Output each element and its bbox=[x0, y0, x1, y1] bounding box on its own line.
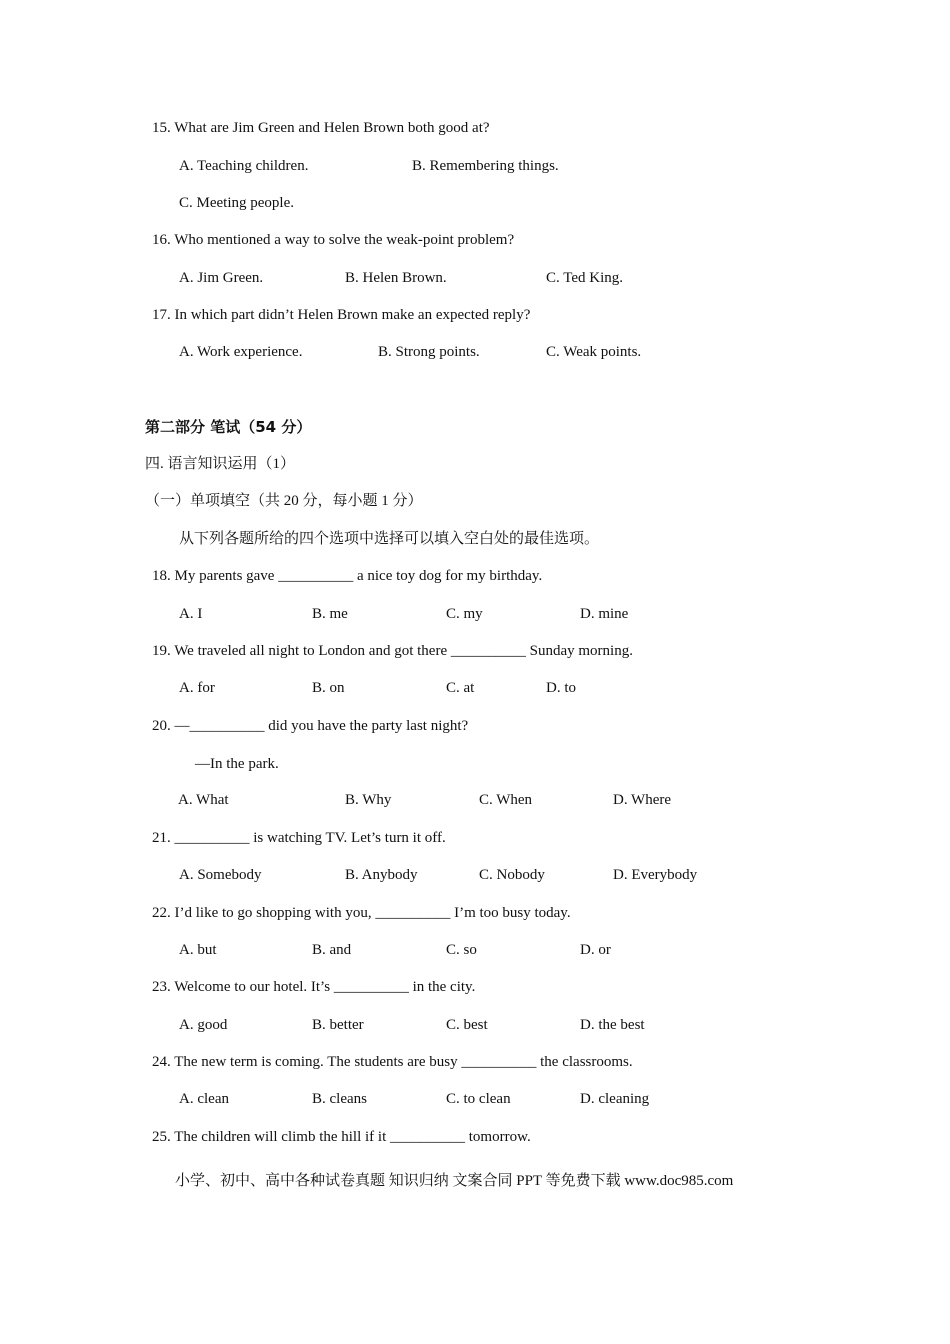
q24-option-d: D. cleaning bbox=[580, 1091, 650, 1107]
q20-option-c: C. When bbox=[479, 792, 533, 808]
question-20: 20. —__________ did you have the party last night? bbox=[152, 718, 469, 734]
q15-option-a: A. Teaching children. bbox=[179, 158, 309, 174]
q15-option-b: B. Remembering things. bbox=[412, 158, 559, 174]
q23-option-d: D. the best bbox=[580, 1017, 645, 1033]
question-16: 16. Who mentioned a way to solve the weak-point problem? bbox=[152, 232, 515, 248]
q20-option-a: A. What bbox=[178, 792, 229, 808]
q23-option-b: B. better bbox=[312, 1017, 364, 1033]
q23-option-a: A. good bbox=[179, 1017, 228, 1033]
q18-option-b: B. me bbox=[312, 606, 348, 622]
q17-option-a: A. Work experience. bbox=[179, 344, 303, 360]
question-22: 22. I’d like to go shopping with you, __________ I’m too busy today. bbox=[152, 905, 571, 921]
q21-option-b: B. Anybody bbox=[345, 867, 418, 883]
q18-option-d: D. mine bbox=[580, 606, 629, 622]
q21-option-d: D. Everybody bbox=[613, 867, 698, 883]
question-19: 19. We traveled all night to London and got there __________ Sunday morning. bbox=[152, 643, 633, 659]
q23-option-c: C. best bbox=[446, 1017, 488, 1033]
q16-option-b: B. Helen Brown. bbox=[345, 270, 447, 286]
q21-option-c: C. Nobody bbox=[479, 867, 545, 883]
q16-option-a: A. Jim Green. bbox=[179, 270, 264, 286]
question-23: 23. Welcome to our hotel. It’s __________ in the city. bbox=[152, 979, 476, 995]
q20-option-d: D. Where bbox=[613, 792, 672, 808]
q22-option-a: A. but bbox=[179, 942, 217, 958]
part-heading: 第二部分 笔试（54 分） bbox=[145, 418, 312, 436]
q18-option-a: A. I bbox=[179, 606, 203, 622]
question-21: 21. __________ is watching TV. Let’s turn it off. bbox=[152, 830, 446, 846]
q17-option-c: C. Weak points. bbox=[546, 344, 642, 360]
q19-option-b: B. on bbox=[312, 680, 345, 696]
instruction-text: 从下列各题所给的四个选项中选择可以填入空白处的最佳选项。 bbox=[179, 531, 600, 547]
q24-option-b: B. cleans bbox=[312, 1091, 367, 1107]
page-footer: 小学、初中、高中各种试卷真题 知识归纳 文案合同 PPT 等免费下载 www.doc985.com bbox=[175, 1173, 734, 1189]
q24-option-c: C. to clean bbox=[446, 1091, 511, 1107]
q17-option-b: B. Strong points. bbox=[378, 344, 480, 360]
q20-option-b: B. Why bbox=[345, 792, 392, 808]
question-24: 24. The new term is coming. The students are busy __________ the classrooms. bbox=[152, 1054, 633, 1070]
q22-option-c: C. so bbox=[446, 942, 477, 958]
question-17: 17. In which part didn’t Helen Brown make an expected reply? bbox=[152, 307, 531, 323]
q18-option-c: C. my bbox=[446, 606, 483, 622]
q19-option-c: C. at bbox=[446, 680, 475, 696]
question-25: 25. The children will climb the hill if it __________ tomorrow. bbox=[152, 1129, 531, 1145]
q24-option-a: A. clean bbox=[179, 1091, 229, 1107]
q20-reply: —In the park. bbox=[195, 756, 279, 772]
q15-option-c: C. Meeting people. bbox=[179, 195, 294, 211]
question-15: 15. What are Jim Green and Helen Brown both good at? bbox=[152, 120, 490, 136]
q22-option-b: B. and bbox=[312, 942, 352, 958]
question-18: 18. My parents gave __________ a nice toy dog for my birthday. bbox=[152, 568, 543, 584]
q16-option-c: C. Ted King. bbox=[546, 270, 624, 286]
subsection-title: （一）单项填空（共 20 分，每小题 1 分） bbox=[145, 493, 423, 509]
q19-option-a: A. for bbox=[179, 680, 215, 696]
q19-option-d: D. to bbox=[546, 680, 576, 696]
section-title: 四. 语言知识运用（1） bbox=[145, 456, 296, 472]
q21-option-a: A. Somebody bbox=[179, 867, 262, 883]
q22-option-d: D. or bbox=[580, 942, 611, 958]
